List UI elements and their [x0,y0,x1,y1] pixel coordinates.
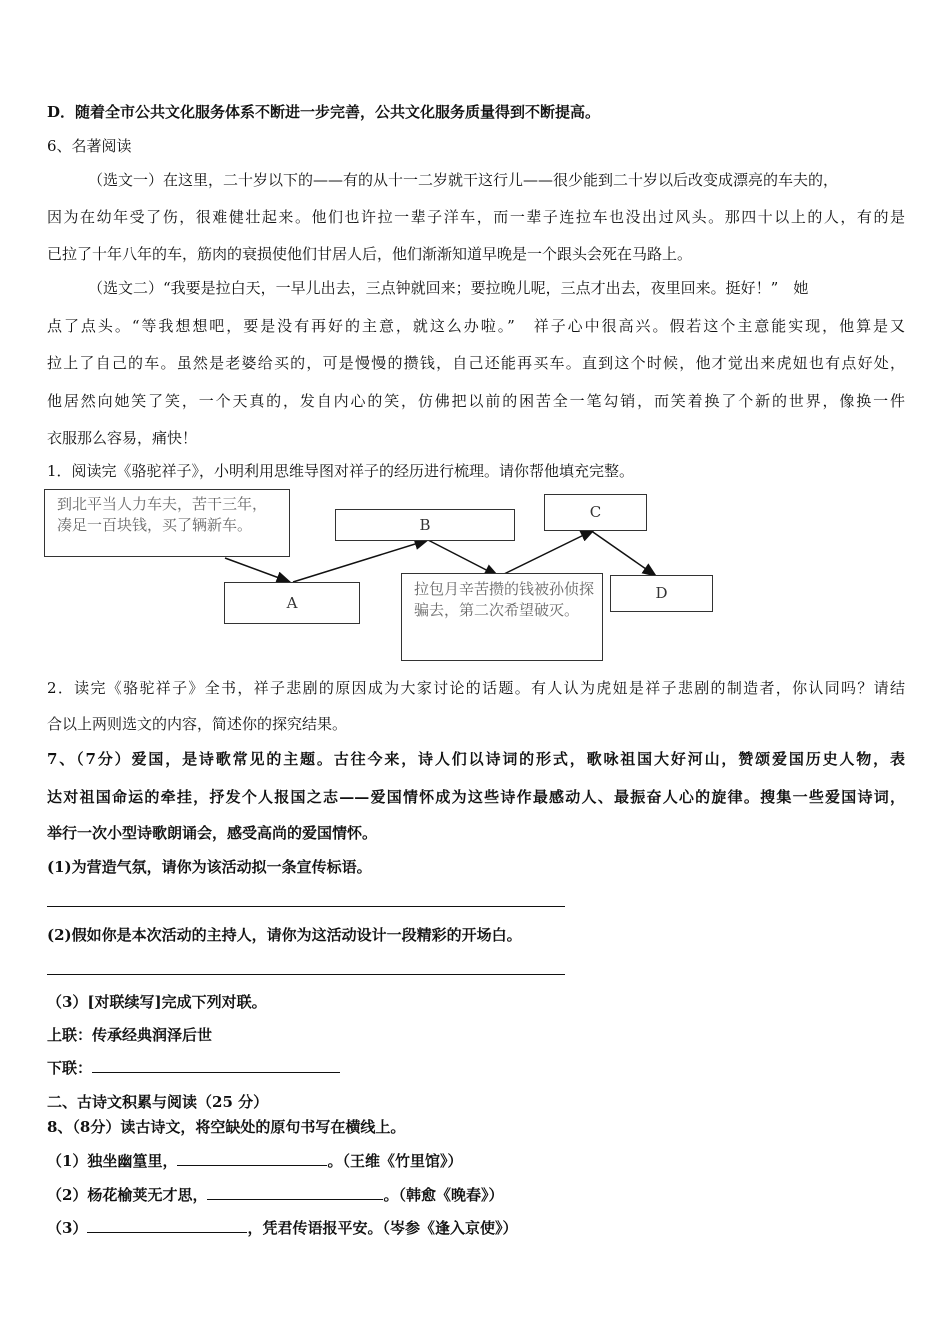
question-7-2: (2)假如你是本次活动的主持人，请你为这活动设计一段精彩的开场白。 [47,926,522,944]
mindmap-box-c [544,494,647,531]
question-7-line-2: 达对祖国命运的牵挂，抒发个人报国之志——爱国情怀成为这些诗作最感动人、最振奋人心的旋律。搜集一些爱国诗词， [47,788,905,806]
excerpt-1-line-3: 已拉了十年八年的车，筋肉的衰损使他们甘居人后，他们渐渐知道早晚是一个跟头会死在马路上。 [47,245,693,263]
excerpt-1-line-2: 因为在幼年受了伤，很难健壮起来。他们也许拉一辈子洋车，而一辈子连拉车也没出过风头。那四十以上的人，有的是 [47,208,905,226]
excerpt-1-line-1: （选文一）在这里，二十岁以下的——有的从十一二岁就干这行儿——很少能到二十岁以后改变成漂亮的车夫的， [88,171,839,189]
arrow-start-to-a [225,558,290,582]
option-d: D．随着全市公共文化服务体系不断进一步完善，公共文化服务质量得到不断提高。 [47,103,601,121]
arrow-c-to-d [590,530,656,576]
question-7-3: （3）[对联续写]完成下列对联。 [47,993,267,1011]
question-6-1: 1．阅读完《骆驼祥子》，小明利用思维导图对祥子的经历进行梳理。请你帮他填充完整。 [47,462,635,480]
mindmap-box-a [224,582,360,624]
excerpt-2-line-3: 拉上了自己的车。虽然是老婆给买的，可是慢慢的攒钱，自己还能再买车。直到这个时候，他才觉出来虎妞也有点好处， [47,354,905,372]
question-7-line-1: 7、（7分）爱国，是诗歌常见的主题。古往今来，诗人们以诗词的形式，歌咏祖国大好河山，赞颂爱国历史人物，表 [47,750,905,768]
excerpt-2-line-1: （选文二）“我要是拉白天，一早儿出去，三点钟就回来；要拉晚儿呢，三点才出去，夜里回来。挺好！” 她 [88,279,809,297]
question-8-1-suffix: 。（王维《竹里馆》） [327,1152,463,1170]
answer-line-couplet[interactable] [92,1058,340,1073]
mindmap-label-c: C [589,503,602,521]
question-8-2-prefix: （2）杨花榆荚无才思， [47,1186,208,1204]
question-7-1: (1)为营造气氛，请你为该活动拟一条宣传标语。 [47,858,372,876]
mindmap-label-b: B [419,515,431,534]
arrow-b-to-mid [428,540,498,576]
couplet-upper: 上联：传承经典润泽后世 [47,1026,213,1044]
question-8-2-suffix: 。（韩愈《晚春》） [383,1186,504,1204]
mindmap-start-box [44,489,290,557]
question-8-3-prefix: （3） [47,1219,88,1237]
mindmap-mid-text: 拉包月辛苦攒的钱被孙侦探骗去，第二次希望破灭。 [414,580,595,619]
question-8-3-suffix: ，凭君传语报平安。（岑参《逢入京使》） [247,1219,518,1237]
mindmap-box-b [335,509,515,541]
answer-line-8-3[interactable] [87,1218,247,1233]
excerpt-2-line-5: 衣服那么容易，痛快！ [47,429,198,447]
section-2-title: 二、古诗文积累与阅读（25 分） [47,1093,269,1111]
question-8: 8、（8分）读古诗文，将空缺处的原句书写在横线上。 [47,1118,406,1136]
question-6-title: 6、名著阅读 [47,137,132,155]
answer-line-8-1[interactable] [177,1151,327,1166]
mindmap-start-text: 到北平当人力车夫，苦干三年，凑足一百块钱，买了辆新车。 [57,495,268,534]
excerpt-2-line-4: 他居然向她笑了笑，一个天真的，发自内心的笑，仿佛把以前的困苦全一笔勾销，而笑着换了个新的世界，像换一件 [47,392,905,410]
couplet-lower-label: 下联： [47,1059,93,1077]
mindmap-label-d: D [655,584,668,602]
question-8-1-row [47,1151,462,1171]
mindmap-mid-box [401,573,603,661]
answer-line-8-2[interactable] [207,1185,383,1200]
question-6-2-line-1: 2．读完《骆驼祥子》全书，祥子悲剧的原因成为大家讨论的话题。有人认为虎妞是祥子悲剧的制造者，你认同吗？请结 [47,679,905,697]
question-8-1-prefix: （1）独坐幽篁里， [47,1152,178,1170]
answer-line-7-2[interactable] [47,974,565,975]
question-8-2-row [47,1185,503,1205]
mindmap-box-d [610,575,713,612]
question-6-2-line-2: 合以上两则选文的内容，简述你的探究结果。 [47,715,348,733]
excerpt-2-line-2: 点了点头。“等我想想吧，要是没有再好的主意，就这么办啦。” 祥子心中很高兴。假若这个主意能实现，他算是又 [47,317,905,335]
question-8-3-row [47,1218,517,1238]
answer-line-7-1[interactable] [47,906,565,907]
mindmap-label-a: A [286,593,298,612]
couplet-lower-row [47,1058,340,1078]
question-7-line-3: 举行一次小型诗歌朗诵会，感受高尚的爱国情怀。 [47,824,378,842]
